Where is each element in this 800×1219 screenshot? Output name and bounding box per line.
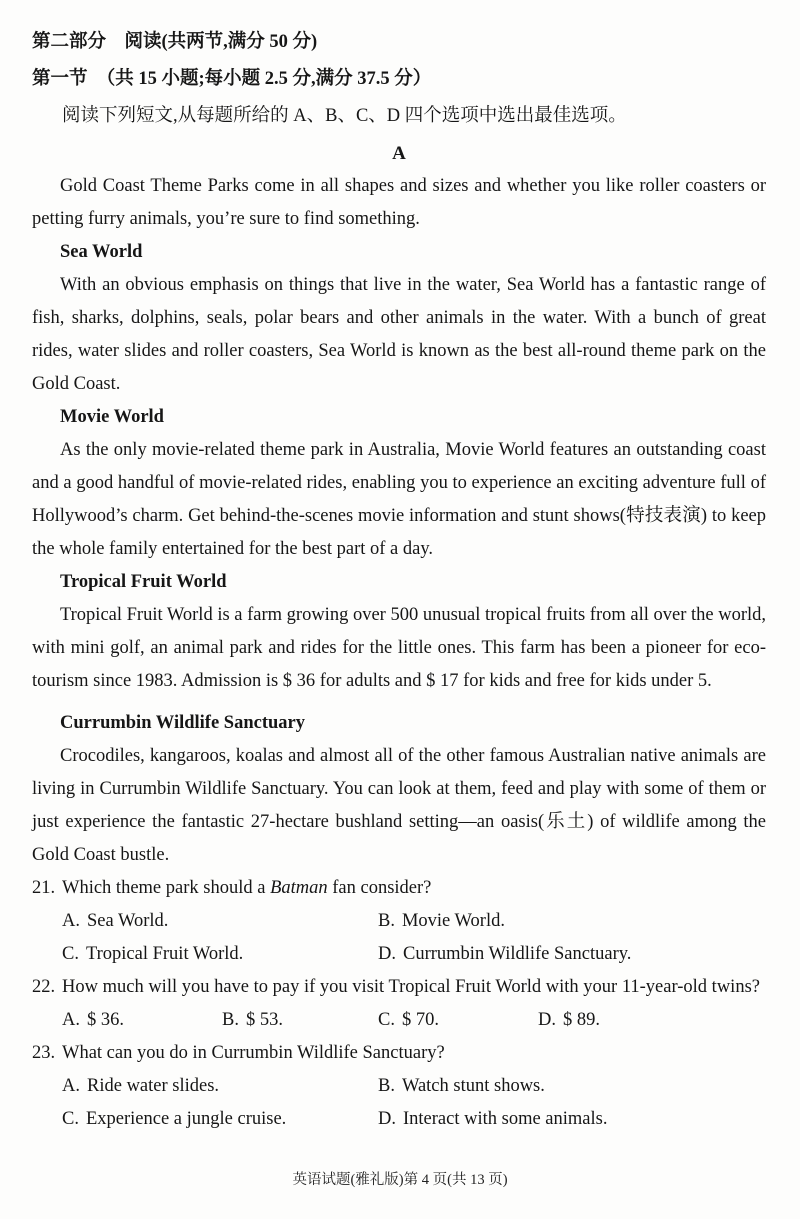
option-23-a xyxy=(62,1070,378,1103)
question-23-stem-text: What can you do in Currumbin Wildlife Sanctuary? xyxy=(62,1043,445,1063)
option-21-a-label: A. xyxy=(62,911,80,931)
question-21-stem xyxy=(32,872,766,905)
part-title: 第二部分 阅读(共两节,满分 50 分) xyxy=(32,32,318,52)
paragraph-sea-world: With an obvious emphasis on things that live in the water, Sea World has a fantastic range of fish, sharks, dolphins, seals, polar bears and other animals in the water. With a bunch of great rides, water slides and roller coasters, Sea World is known as the best all-round theme park on the Gold Coast. xyxy=(32,275,766,394)
option-22-d-label: D. xyxy=(538,1010,556,1030)
question-22-number: 22. xyxy=(32,977,56,997)
question-21-options xyxy=(32,905,766,971)
section-title: 第一节 （共 15 小题;每小题 2.5 分,满分 37.5 分） xyxy=(32,69,432,89)
option-23-c-label: C. xyxy=(62,1109,79,1129)
passage-intro: Gold Coast Theme Parks come in all shapes and sizes and whether you like roller coasters or petting furry animals, you’re sure to find something. xyxy=(32,176,766,229)
option-22-b-label: B. xyxy=(222,1010,239,1030)
question-23-options xyxy=(32,1070,766,1136)
question-23-number: 23. xyxy=(32,1043,56,1063)
section-instructions: 阅读下列短文,从每题所给的 A、B、C、D 四个选项中选出最佳选项。 xyxy=(62,106,627,126)
heading-sea-world: Sea World xyxy=(60,242,143,262)
option-23-d-label: D. xyxy=(378,1109,396,1129)
option-21-c-label: C. xyxy=(62,944,79,964)
option-22-c-label: C. xyxy=(378,1010,395,1030)
option-22-a-text: $ 36. xyxy=(87,1010,124,1030)
option-22-c-text: $ 70. xyxy=(401,1010,439,1030)
option-22-b xyxy=(222,1004,378,1037)
passage-label: A xyxy=(392,143,406,164)
option-21-d-label: D. xyxy=(378,944,396,964)
option-22-a-label: A. xyxy=(62,1010,80,1030)
question-22 xyxy=(32,971,766,1037)
option-21-a-text: Sea World. xyxy=(87,911,169,931)
option-21-b-label: B. xyxy=(378,911,395,931)
question-21-number: 21. xyxy=(32,878,56,898)
option-22-b-text: $ 53. xyxy=(245,1010,283,1030)
option-23-b xyxy=(378,1070,766,1103)
option-23-b-text: Watch stunt shows. xyxy=(401,1076,545,1096)
question-21-stem-post: fan consider? xyxy=(327,878,432,898)
option-22-d-text: $ 89. xyxy=(563,1010,600,1030)
option-21-d-text: Currumbin Wildlife Sanctuary. xyxy=(403,944,632,964)
question-21-stem-pre: Which theme park should a xyxy=(62,878,271,898)
heading-currumbin-wildlife-sanctuary: Currumbin Wildlife Sanctuary xyxy=(60,713,305,733)
question-22-options xyxy=(32,1004,766,1037)
question-22-stem-text: How much will you have to pay if you visit Tropical Fruit World with your 11-year-old twins? xyxy=(62,977,760,997)
option-23-c xyxy=(62,1103,378,1136)
option-21-b xyxy=(378,905,766,938)
option-23-b-label: B. xyxy=(378,1076,395,1096)
option-22-c xyxy=(378,1004,538,1037)
option-22-a xyxy=(62,1004,222,1037)
option-23-c-text: Experience a jungle cruise. xyxy=(85,1109,287,1129)
question-23 xyxy=(32,1037,766,1136)
option-21-a xyxy=(62,905,378,938)
paragraph-currumbin-wildlife-sanctuary: Crocodiles, kangaroos, koalas and almost all of the other famous Australian native animals are living in Currumbin Wildlife Sanctuary. You can look at them, feed and play with some of them or just experience the fantastic 27-hectare bushland setting—an oasis(乐土) of wildlife among the Gold Coast bustle. xyxy=(32,746,766,865)
option-22-d xyxy=(538,1004,766,1037)
question-21-stem-italic: Batman xyxy=(270,878,328,898)
option-23-a-label: A. xyxy=(62,1076,80,1096)
option-23-a-text: Ride water slides. xyxy=(87,1076,220,1096)
question-23-stem xyxy=(32,1037,766,1070)
paragraph-tropical-fruit-world: Tropical Fruit World is a farm growing over 500 unusual tropical fruits from all over the world, with mini golf, an animal park and rides for the little ones. This farm has been a pioneer for eco-tourism since 1983. Admission is $ 36 for adults and $ 17 for kids and free for kids under 5. xyxy=(32,605,767,691)
paragraph-movie-world: As the only movie-related theme park in Australia, Movie World features an outstanding coast and a good handful of movie-related rides, enabling you to experience an exciting adventure full of Hollywood’s charm. Get behind-the-scenes movie information and stunt shows(特技表演) to keep the whole family entertained for the best part of a day. xyxy=(32,440,766,559)
option-23-d xyxy=(378,1103,766,1136)
option-21-d xyxy=(378,938,766,971)
heading-movie-world: Movie World xyxy=(60,407,164,427)
page-footer: 英语试题(雅礼版)第 4 页(共 13 页) xyxy=(292,1172,508,1188)
option-21-b-text: Movie World. xyxy=(401,911,505,931)
question-22-stem xyxy=(32,971,766,1004)
option-21-c-text: Tropical Fruit World. xyxy=(85,944,244,964)
option-21-c xyxy=(62,938,378,971)
option-23-d-text: Interact with some animals. xyxy=(403,1109,608,1129)
question-21 xyxy=(32,872,766,971)
heading-tropical-fruit-world: Tropical Fruit World xyxy=(60,572,227,592)
